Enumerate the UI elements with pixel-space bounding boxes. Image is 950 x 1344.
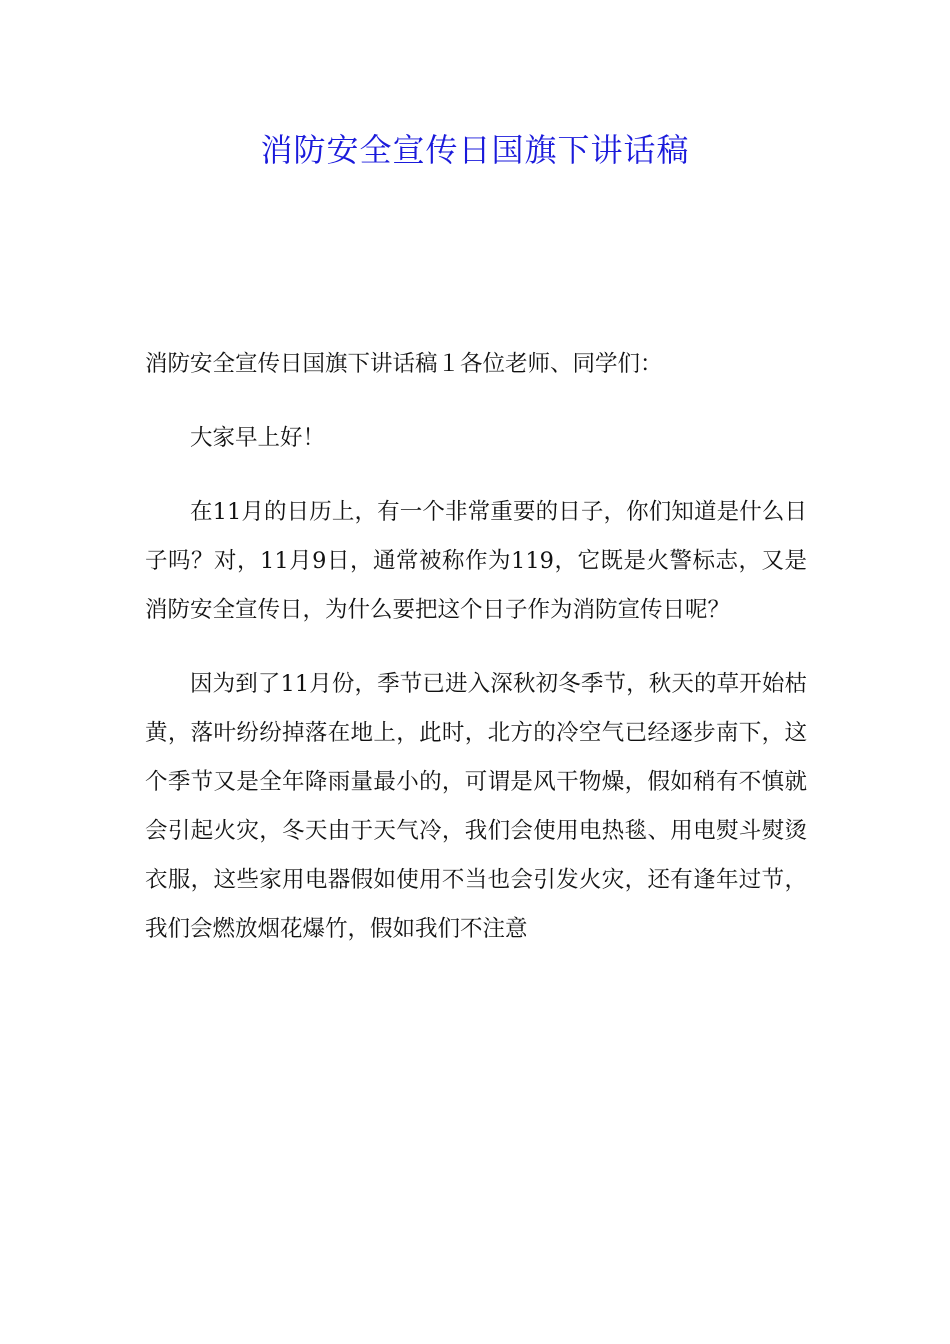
document-title: 消防安全宣传日国旗下讲话稿	[260, 131, 690, 169]
paragraph-season: 因为到了11月份，季节已进入深秋初冬季节，秋天的草开始枯黄，落叶纷纷掉落在地上，此时，北方的冷空气已经逐步南下，这个季节又是全年降雨量最小的，可谓是风干物燥，假如稍有不慎就会引起火灾，冬天由于天气冷，我们会使用电热毯、用电熨斗熨烫衣服，这些家用电器假如使用不当也会引发火灾，还有逢年过节，我们会燃放烟花爆竹，假如我们不注意	[145, 671, 807, 942]
paragraph-salutation: 消防安全宣传日国旗下讲话稿１各位老师、同学们：	[145, 351, 663, 377]
paragraph-intro: 在11月的日历上，有一个非常重要的日子，你们知道是什么日子吗？对，11月9日，通常被称作为119，它既是火警标志，又是消防安全宣传日，为什么要把这个日子作为消防宣传日呢？	[145, 499, 807, 623]
paragraph-greeting: 大家早上好！	[190, 425, 326, 451]
document-body	[145, 340, 807, 979]
